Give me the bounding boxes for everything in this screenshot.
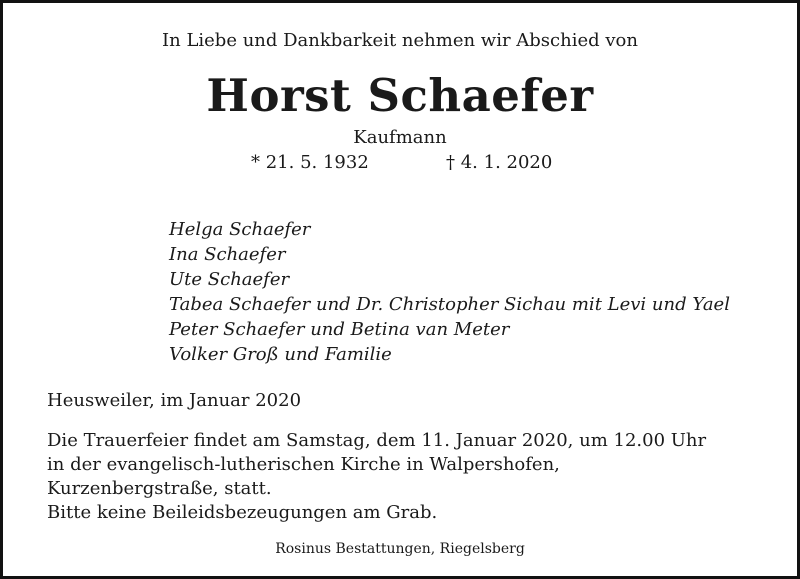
service-line: Kurzenbergstraße, statt. xyxy=(47,478,272,499)
occupation: Kaufmann xyxy=(353,127,447,148)
mourner-name: Peter Schaefer und Betina van Meter xyxy=(169,319,510,340)
deceased-name: Horst Schaefer xyxy=(206,69,594,122)
undertaker: Rosinus Bestattungen, Riegelsberg xyxy=(275,541,525,557)
service-line: in der evangelisch-lutherischen Kirche in Walpershofen, xyxy=(47,454,560,475)
mourner-name: Ina Schaefer xyxy=(169,244,286,265)
birth-date: * 21. 5. 1932 xyxy=(251,152,369,173)
service-line: Bitte keine Beileidsbezeugungen am Grab. xyxy=(47,502,438,523)
intro-text: In Liebe und Dankbarkeit nehmen wir Abschied von xyxy=(162,30,638,51)
mourner-name: Tabea Schaefer und Dr. Christopher Sichau mit Levi und Yael xyxy=(169,294,730,315)
service-line: Die Trauerfeier findet am Samstag, dem 11. Januar 2020, um 12.00 Uhr xyxy=(47,430,707,451)
funeral-service-info xyxy=(47,429,706,525)
mourner-name: Helga Schaefer xyxy=(169,219,311,240)
death-date: † 4. 1. 2020 xyxy=(446,152,553,173)
mourner-name: Volker Groß und Familie xyxy=(169,344,392,365)
place-and-date: Heusweiler, im Januar 2020 xyxy=(47,390,302,411)
mourners-list xyxy=(169,217,730,367)
mourner-name: Ute Schaefer xyxy=(169,269,290,290)
